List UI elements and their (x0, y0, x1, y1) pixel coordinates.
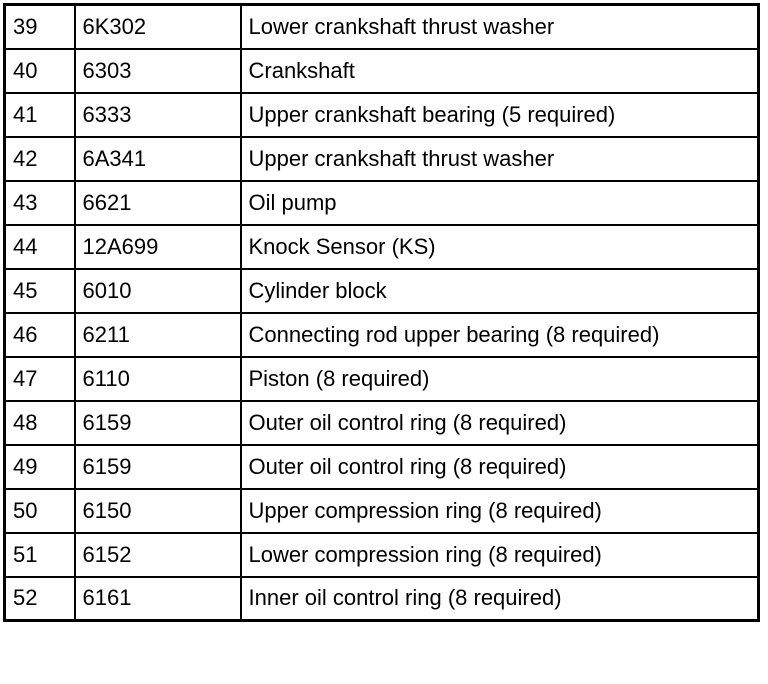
part-number-cell: 6161 (75, 577, 241, 621)
part-number-cell: 6211 (75, 313, 241, 357)
table-row (5, 445, 759, 489)
item-number-cell: 39 (5, 5, 75, 49)
description-cell: Connecting rod upper bearing (8 required) (241, 313, 759, 357)
description-cell: Knock Sensor (KS) (241, 225, 759, 269)
item-number-cell: 50 (5, 489, 75, 533)
table-row (5, 49, 759, 93)
item-number-cell: 42 (5, 137, 75, 181)
description-cell: Lower crankshaft thrust washer (241, 5, 759, 49)
table-row (5, 137, 759, 181)
part-number-cell: 6010 (75, 269, 241, 313)
part-number-cell: 6150 (75, 489, 241, 533)
item-number-cell: 49 (5, 445, 75, 489)
part-number-cell: 6159 (75, 445, 241, 489)
table-row (5, 401, 759, 445)
table-row (5, 93, 759, 137)
table-row (5, 577, 759, 621)
part-number-cell: 12A699 (75, 225, 241, 269)
parts-table (3, 3, 760, 622)
description-cell: Piston (8 required) (241, 357, 759, 401)
description-cell: Upper crankshaft bearing (5 required) (241, 93, 759, 137)
item-number-cell: 40 (5, 49, 75, 93)
table-row (5, 357, 759, 401)
table-row (5, 5, 759, 49)
part-number-cell: 6110 (75, 357, 241, 401)
item-number-cell: 45 (5, 269, 75, 313)
part-number-cell: 6621 (75, 181, 241, 225)
item-number-cell: 52 (5, 577, 75, 621)
item-number-cell: 47 (5, 357, 75, 401)
part-number-cell: 6K302 (75, 5, 241, 49)
table-row (5, 533, 759, 577)
part-number-cell: 6A341 (75, 137, 241, 181)
item-number-cell: 51 (5, 533, 75, 577)
table-row (5, 225, 759, 269)
part-number-cell: 6159 (75, 401, 241, 445)
table-row (5, 313, 759, 357)
item-number-cell: 44 (5, 225, 75, 269)
description-cell: Upper crankshaft thrust washer (241, 137, 759, 181)
table-row (5, 269, 759, 313)
description-cell: Inner oil control ring (8 required) (241, 577, 759, 621)
part-number-cell: 6152 (75, 533, 241, 577)
description-cell: Lower compression ring (8 required) (241, 533, 759, 577)
item-number-cell: 41 (5, 93, 75, 137)
part-number-cell: 6303 (75, 49, 241, 93)
description-cell: Crankshaft (241, 49, 759, 93)
table-row (5, 181, 759, 225)
table-row (5, 489, 759, 533)
description-cell: Oil pump (241, 181, 759, 225)
description-cell: Cylinder block (241, 269, 759, 313)
description-cell: Outer oil control ring (8 required) (241, 445, 759, 489)
item-number-cell: 48 (5, 401, 75, 445)
description-cell: Outer oil control ring (8 required) (241, 401, 759, 445)
item-number-cell: 46 (5, 313, 75, 357)
description-cell: Upper compression ring (8 required) (241, 489, 759, 533)
part-number-cell: 6333 (75, 93, 241, 137)
item-number-cell: 43 (5, 181, 75, 225)
